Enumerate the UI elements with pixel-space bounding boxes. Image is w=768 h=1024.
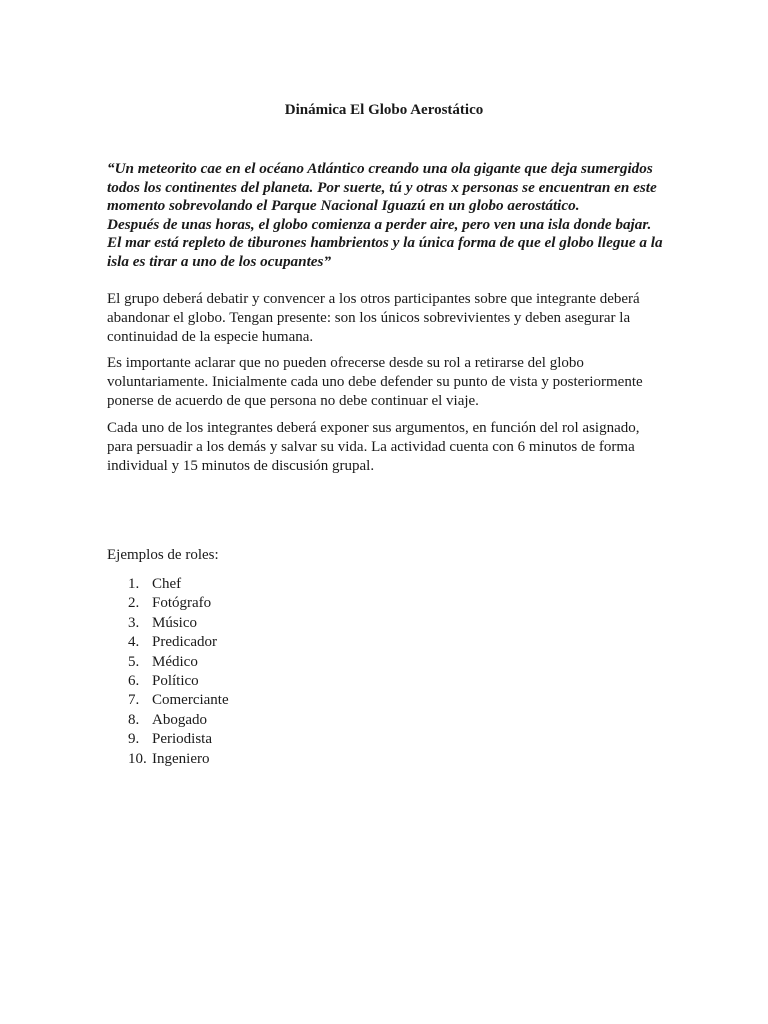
roles-list: [107, 575, 229, 769]
list-item-label: Chef: [152, 576, 182, 592]
list-item: [107, 711, 229, 730]
list-item-number: 4.: [128, 634, 140, 651]
list-item: [107, 672, 229, 691]
list-item: [107, 691, 229, 710]
list-item-label: Político: [152, 672, 199, 689]
document-title: Dinámica El Globo Aerostático: [284, 102, 484, 118]
list-item-label: Músico: [152, 614, 197, 631]
list-item-number: 10.: [128, 750, 147, 767]
list-item-label: Médico: [152, 653, 198, 670]
list-item: [107, 633, 229, 652]
scenario-quote: “Un meteorito cae en el océano Atlántico creando una ola gigante que deja sumergidos todos los continentes del planeta. Por suerte, tú y otras x personas se encuentran en este momento sobrevolando el Parque Nacional Iguazú en un globo aerostático. Después de unas horas, el globo comienza a perder aire, pero ven una isla donde bajar. El mar está repleto de tiburones hambrientos y la única forma de que el globo llegue a la isla es tirar a uno de los ocupantes”: [107, 160, 663, 270]
list-item-number: 7.: [128, 692, 140, 709]
list-item-label: Comerciante: [152, 692, 229, 709]
list-item-label: Ingeniero: [152, 750, 210, 767]
roles-heading: Ejemplos de roles:: [107, 547, 219, 563]
list-item-label: Fotógrafo: [152, 595, 212, 612]
list-item-number: 6.: [128, 672, 140, 689]
list-item-number: 3.: [128, 614, 140, 631]
list-item: [107, 653, 229, 672]
list-item: [107, 575, 229, 594]
list-item-label: Periodista: [152, 731, 212, 748]
paragraph-debate-instructions: El grupo deberá debatir y convencer a los otros participantes sobre que integrante deberá abandonar el globo. Tengan presente: son los únicos sobrevivientes y deben asegurar la continuidad de la especie humana.: [107, 291, 640, 345]
list-item-number: 8.: [128, 711, 140, 728]
paragraph-rules: Es importante aclarar que no pueden ofrecerse desde su rol a retirarse del globo voluntariamente. Inicialmente cada uno debe defender su punto de vista y posteriormente ponerse de acuerdo de que persona no debe continuar el viaje.: [107, 355, 643, 409]
list-item-number: 2.: [128, 595, 140, 612]
list-item-number: 9.: [128, 731, 140, 748]
list-item-label: Predicador: [152, 634, 217, 651]
list-item: [107, 750, 229, 769]
list-item-label: Abogado: [152, 711, 207, 728]
list-item: [107, 614, 229, 633]
list-item-number: 1.: [128, 576, 140, 592]
list-item-number: 5.: [128, 653, 140, 670]
paragraph-timing: Cada uno de los integrantes deberá exponer sus argumentos, en función del rol asignado, para persuadir a los demás y salvar su vida. La actividad cuenta con 6 minutos de forma individual y 15 minutos de discusión grupal.: [107, 420, 640, 474]
list-item: [107, 730, 229, 749]
list-item: [107, 594, 229, 613]
